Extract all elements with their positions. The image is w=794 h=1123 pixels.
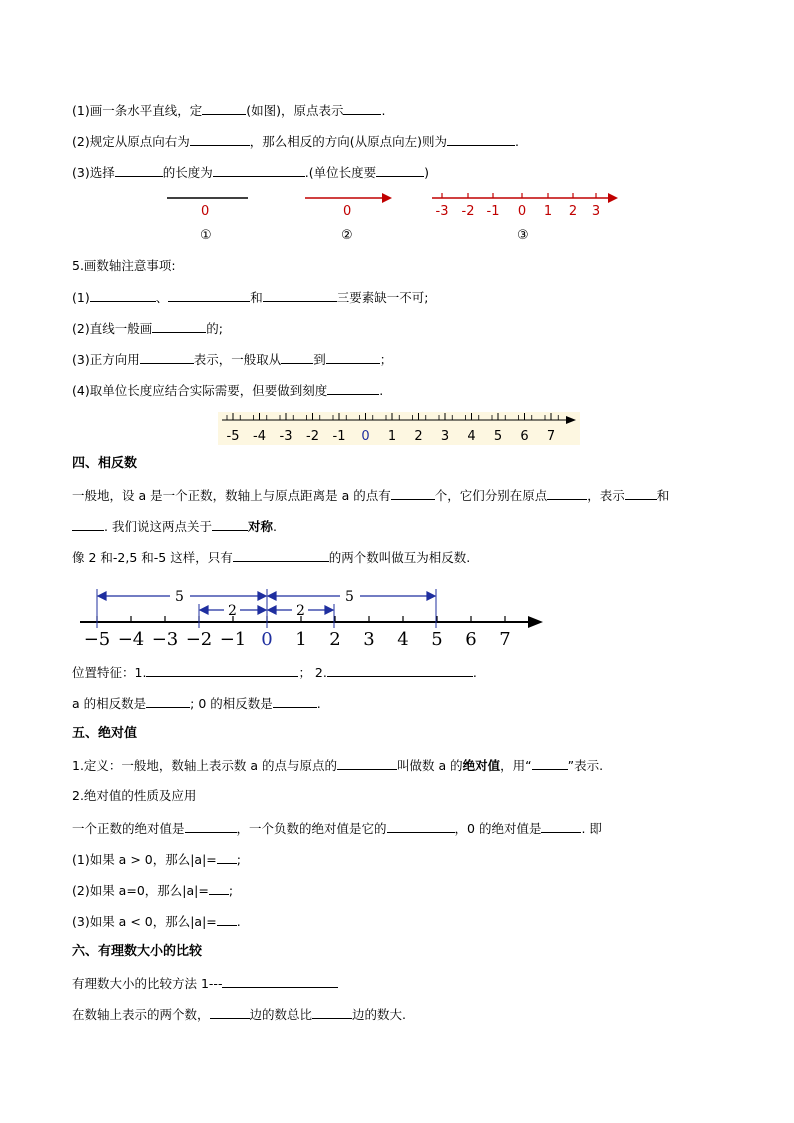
- caption-1: ①: [200, 228, 212, 243]
- tick-label: 3: [363, 629, 375, 650]
- tick-label: 2: [568, 204, 578, 219]
- tick-label: 1: [387, 429, 397, 444]
- distance-label-2-right: 2: [296, 603, 305, 619]
- tick-label: 2: [329, 629, 341, 650]
- step-3-line: (3)选择 的长度为 .(单位长度要 ): [72, 165, 429, 180]
- arrow: [268, 592, 276, 600]
- blank: [217, 913, 237, 926]
- opposite-para-2: . 我们说这两点关于 对称.: [72, 518, 277, 535]
- tick-label: 6: [465, 629, 477, 650]
- abs-case-3: (3)如果 a < 0，那么|a|= .: [72, 914, 241, 929]
- notes-title: 5.画数轴注意事项:: [72, 258, 176, 273]
- arrow: [268, 606, 276, 614]
- abs-properties: 一个正数的绝对值是 ，一个负数的绝对值是它的 ，0 的绝对值是 . 即: [72, 821, 602, 836]
- tick-label: 0: [361, 429, 370, 444]
- tick-label: 4: [467, 429, 476, 444]
- tick-label: 5: [493, 429, 503, 444]
- label-a: 0: [201, 204, 210, 219]
- tick-label: 3: [440, 429, 450, 444]
- tick-label: −5: [83, 629, 111, 650]
- tick-label: −2: [185, 629, 213, 650]
- tick-label: -4: [253, 429, 266, 444]
- blank: [273, 695, 317, 708]
- tick-label: −1: [219, 629, 247, 650]
- caption-3: ③: [517, 228, 529, 243]
- arrow: [98, 592, 106, 600]
- abs-case-1: (1)如果 a > 0，那么|a|= ;: [72, 852, 241, 867]
- abs-case-2: (2)如果 a=0，那么|a|= ;: [72, 883, 234, 898]
- note-4: (4)取单位长度应结合实际需要，但要做到刻度 .: [72, 383, 384, 398]
- compare-rule: 在数轴上表示的两个数， 边的数总比 边的数大.: [72, 1007, 407, 1022]
- tick-label: 0: [517, 204, 527, 219]
- blank: [209, 882, 229, 895]
- arrow: [427, 592, 435, 600]
- arrow: [325, 606, 333, 614]
- step-1-line: (1)画一条水平直线，定 (如图)，原点表示 .: [72, 103, 386, 118]
- blank: [337, 757, 397, 770]
- tick-label: 7: [546, 429, 556, 444]
- tick-label: 5: [431, 629, 443, 650]
- tick-label: 6: [520, 429, 529, 444]
- tick-label: -5: [226, 429, 240, 444]
- step-2-line: (2)规定从原点向右为 ，那么相反的方向(从原点向左)则为 .: [72, 134, 519, 149]
- blank: [185, 820, 237, 833]
- opposite-of-a: a 的相反数是 ; 0 的相反数是 .: [72, 696, 321, 711]
- tick-label: -1: [332, 429, 346, 444]
- blank: [327, 664, 473, 677]
- tick-label: 1: [543, 204, 553, 219]
- arrow: [200, 606, 208, 614]
- blank: [146, 695, 190, 708]
- section-absolute-heading: 五、绝对值: [72, 726, 138, 741]
- opposite-para-1: 一般地，设 a 是一个正数，数轴上与原点距离是 a 的点有 个，它们分别在原点 ，表示 和: [72, 488, 670, 503]
- note-3: (3)正方向用 表示，一般取从 到 ；: [72, 352, 393, 367]
- tick-label: -1: [486, 204, 500, 219]
- distance-label-5-right: 5: [345, 589, 354, 605]
- distance-label-2-left: 2: [228, 603, 237, 619]
- tick-label: 7: [499, 629, 511, 650]
- compare-method-1: 有理数大小的比较方法 1---: [72, 975, 338, 992]
- blank: [146, 664, 298, 677]
- blank: [217, 851, 237, 864]
- blank: [210, 1006, 250, 1019]
- blank: [387, 820, 455, 833]
- arrow: [258, 592, 266, 600]
- tick-label: -3: [435, 204, 449, 219]
- tick-label: 1: [295, 629, 307, 650]
- axis-arrowhead: [528, 616, 543, 628]
- section-opposite-heading: 四、相反数: [72, 456, 138, 471]
- position-feature: 位置特征：1. ； 2. .: [72, 665, 477, 680]
- tick-label: -2: [461, 204, 475, 219]
- blank: [541, 820, 581, 833]
- blank: [222, 975, 338, 988]
- tick-label: 0: [261, 629, 273, 650]
- tick-label: −3: [151, 629, 179, 650]
- caption-2: ②: [341, 228, 353, 243]
- tick-label: -2: [306, 429, 319, 444]
- tick-label: −4: [117, 629, 145, 650]
- opposite-para-3: 像 2 和-2,5 和-5 这样，只有 的两个数叫做互为相反数.: [72, 550, 471, 565]
- blank: [312, 1006, 352, 1019]
- label-b: 0: [343, 204, 352, 219]
- tick-label: 3: [591, 204, 601, 219]
- distance-label-5-left: 5: [175, 589, 184, 605]
- note-1: (1) 、 和 三要素缺一不可;: [72, 290, 429, 305]
- abs-properties-title: 2.绝对值的性质及应用: [72, 788, 197, 803]
- tick-label: 4: [397, 629, 409, 650]
- note-2: (2)直线一般画 的;: [72, 321, 223, 336]
- blank: [532, 757, 568, 770]
- arrow: [258, 606, 266, 614]
- abs-definition: 1.定义：一般地，数轴上表示数 a 的点与原点的 叫做数 a 的绝对值，用“ ”表示.: [72, 758, 604, 773]
- section-compare-heading: 六、有理数大小的比较: [72, 944, 203, 959]
- tick-label: 2: [414, 429, 423, 444]
- tick-label: -3: [279, 429, 293, 444]
